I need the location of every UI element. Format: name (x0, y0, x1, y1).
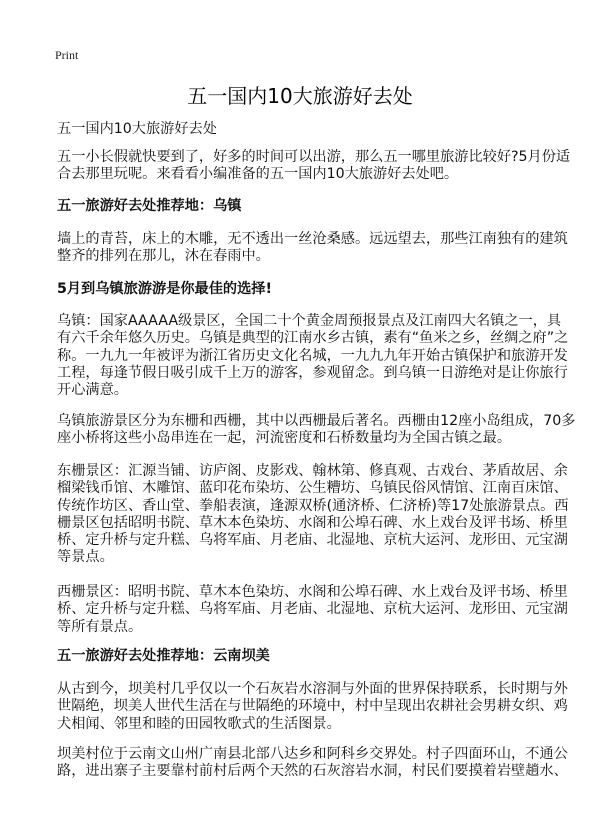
text-line: 墙上的青苔，床上的木雕，无不透出一丝沧桑感。远远望去，那些江南独有的建筑 (57, 231, 568, 247)
paragraph-wuzhen-areas (57, 413, 576, 448)
text-line: 桥、定升桥与定升糕、乌将军庙、月老庙、北湿地、京杭大运河、龙形田、元宝湖 (57, 601, 568, 618)
text-line: 工程，每逢节假日吸引成千上万的游客，参观留念。到乌镇一日游绝对是让你旅行 (57, 364, 568, 381)
text-line: 乌镇：国家AAAAA级景区，全国二十个黄金周预报景点及江南四大名镇之一，具 (57, 313, 562, 329)
paragraph-west-area (57, 584, 568, 636)
text-line: 座小桥将这些小岛串连在一起，河流密度和石桥数量均为全国古镇之最。 (57, 430, 512, 447)
text-line: 称。一九九一年被评为浙江省历史文化名城，一九九九年开始古镇保护和旅游开发 (57, 347, 568, 364)
text-line: 东栅景区：汇源当铺、访庐阁、皮影戏、翰林第、修真观、古戏台、茅盾故居、余 (57, 463, 568, 479)
paragraph-wuzhen-intro (57, 313, 569, 399)
section-heading-wuzhen (57, 198, 557, 215)
intro-paragraph (57, 149, 571, 184)
paragraph-wuzhen-scenery (57, 231, 568, 266)
text-line: 从古到今，坝美村几乎仅以一个石灰岩水溶洞与外面的世界保持联系，长时期与外 (57, 681, 568, 697)
subtitle (57, 121, 557, 138)
text-line: 乌镇旅游景区分为东栅和西栅，其中以西栅最后著名。西栅由12座小岛组成，70多 (57, 413, 576, 429)
text-line: 有六千余年悠久历史。乌镇是典型的江南水乡古镇，素有“鱼米之乡，丝绸之府”之 (57, 330, 569, 347)
text-line: 等景点。 (57, 549, 114, 566)
section-heading-bamei (57, 648, 557, 665)
text-line: 开心满意。 (57, 382, 128, 399)
section-heading-may (57, 281, 557, 298)
paragraph-bamei-location (57, 746, 568, 781)
heading-text: 五一旅游好去处推荐地：乌镇 (57, 198, 242, 214)
text-line: 整齐的排列在那儿，沐在春雨中。 (57, 248, 270, 265)
heading-text: 5月到乌镇旅游游是你最佳的选择! (57, 281, 272, 297)
text-line: 西栅景区：昭明书院、草木本色染坊、水阁和公埠石碑、水上戏台及评书场、桥里 (57, 584, 568, 600)
text-line: 榴梁钱币馆、木雕馆、蓝印花布染坊、公生糟坊、乌镇民俗风情馆、江南百床馆、 (57, 480, 568, 497)
paragraph-bamei-history (57, 681, 568, 733)
text-line: 传统作坊区、香山堂、拳船表演，逢源双桥(通济桥、仁济桥)等17处旅游景点。西 (57, 497, 569, 514)
paragraph-east-area (57, 463, 569, 567)
text-line: 等所有景点。 (57, 618, 143, 635)
text-line: 坝美村位于云南文山州广南县北部八达乡和阿科乡交界处。村子四面环山，不通公 (57, 746, 568, 762)
print-link[interactable]: Print (55, 48, 79, 62)
text-line: 栅景区包括昭明书院、草木本色染坊、水阁和公埠石碑、水上戏台及评书场、桥里 (57, 514, 568, 531)
page-title: 五一国内10大旅游好去处 (187, 84, 413, 108)
text-line: 五一小长假就快要到了，好多的时间可以出游，那么五一哪里旅游比较好?5月份适 (57, 149, 571, 165)
text-line: 世隔绝，坝美人世代生活在与世隔绝的环境中，村中呈现出农耕社会男耕女织、鸡 (57, 698, 568, 715)
text-line: 桥、定升桥与定升糕、乌将军庙、月老庙、北湿地、京杭大运河、龙形田、元宝湖 (57, 532, 568, 549)
heading-text: 五一旅游好去处推荐地：云南坝美 (57, 648, 270, 664)
text-line: 合去那里玩呢。来看看小编准备的五一国内10大旅游好去处吧。 (57, 166, 459, 183)
text-line: 犬相闻、邻里和睦的田园牧歌式的生活图景。 (57, 715, 341, 732)
text-line: 路，进出寨子主要靠村前村后两个天然的石灰溶岩水洞，村民们要摸着岩壁趟水、 (57, 763, 568, 780)
subtitle-text: 五一国内10大旅游好去处 (57, 121, 217, 137)
